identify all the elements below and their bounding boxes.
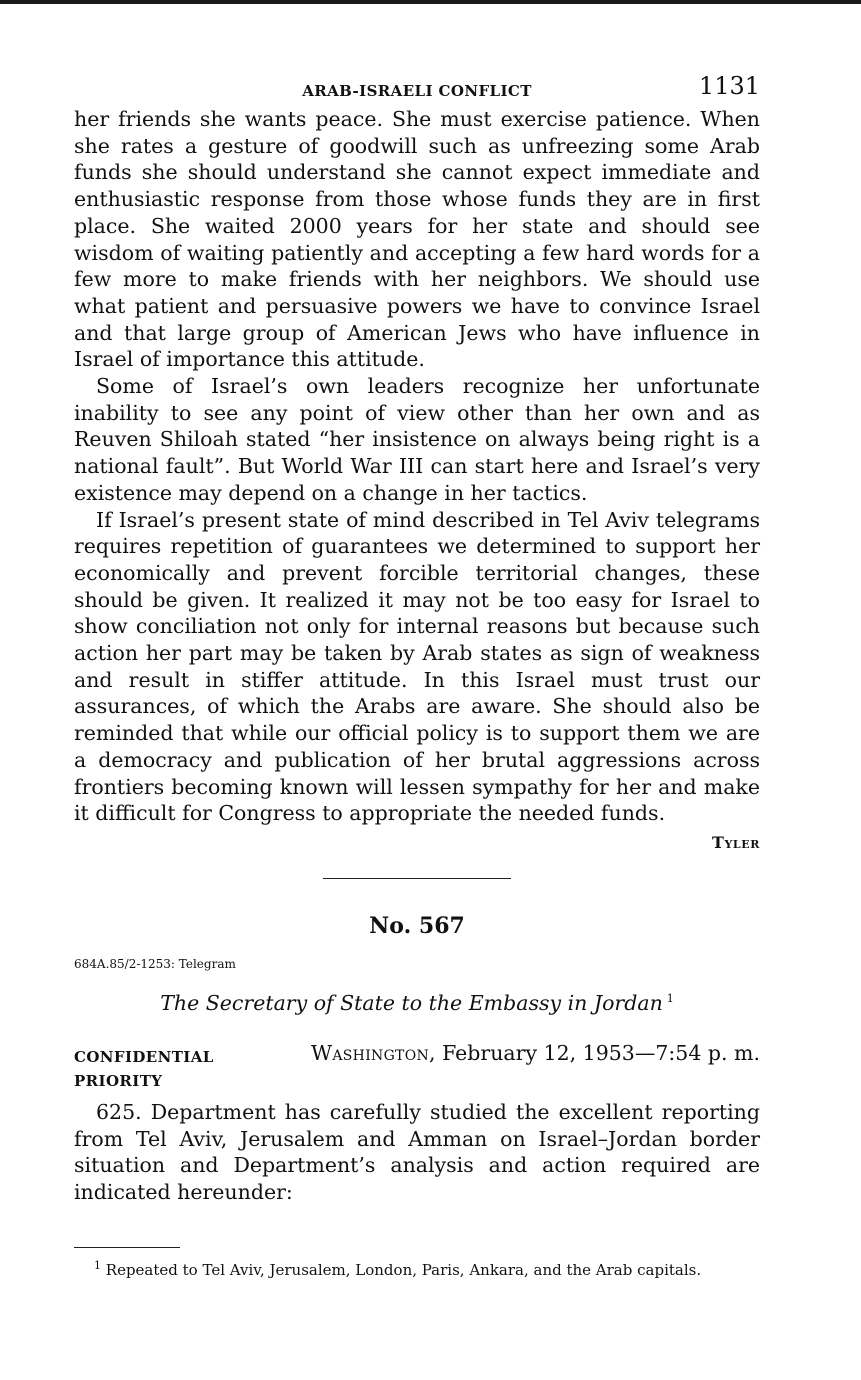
telegram-header bbox=[74, 1041, 760, 1089]
classification-priority: PRIORITY bbox=[74, 1071, 163, 1090]
paragraph: her friends she wants peace. She must exercise patience. When she rates a gesture of goodwill such as unfreezing some Arab funds she should understand she cannot expect immediate and enthusiastic response from those whose funds they are in first place. She waited 2000 years for her state and should see wisdom of waiting patiently and accepting a few hard words for a few more to make friends with her neighbors. We should use what patient and persuasive powers we have to convince Israel and that large group of American Jews who have influence in Israel of importance this attitude. bbox=[74, 107, 760, 372]
document-number: No. 567 bbox=[369, 912, 465, 939]
classification-block bbox=[74, 1045, 214, 1093]
footnote-text: Repeated to Tel Aviv, Jerusalem, London, Paris, Ankara, and the Arab capitals. bbox=[105, 1261, 702, 1279]
page-number: 1131 bbox=[698, 72, 760, 100]
signature bbox=[74, 833, 760, 852]
dateline-place: Washington bbox=[311, 1040, 430, 1065]
page-top-border bbox=[0, 0, 861, 4]
classification-confidential: CONFIDENTIAL bbox=[74, 1047, 214, 1066]
running-head bbox=[74, 70, 760, 106]
running-head-title: ARAB-ISRAELI CONFLICT bbox=[302, 82, 532, 100]
signature-name: Tyler bbox=[711, 832, 760, 852]
dateline bbox=[311, 1041, 760, 1065]
document-title bbox=[74, 991, 760, 1015]
dateline-date: , February 12, 1953—7:54 p. m. bbox=[429, 1040, 760, 1065]
paragraph: If Israel’s present state of mind described in Tel Aviv telegrams requires repetition of guarantees we determined to support her economically and prevent forcible territorial changes, these should be given. It realized it may not be too easy for Israel to show conciliation not only for internal reasons but because such action her part may be taken by Arab states as sign of weakness and result in stiffer attitude. In this Israel must trust our assurances, of which the Arabs are aware. She should also be reminded that while our official policy is to support them we are a democracy and publication of her brutal aggressions across frontiers becoming known will lessen sympathy for her and make it difficult for Congress to appropriate the needed funds. bbox=[74, 507, 760, 826]
document-title-text: The Secretary of State to the Embassy in Jordan bbox=[160, 990, 663, 1015]
file-reference: 684A.85/2-1253: Telegram bbox=[74, 956, 236, 971]
continued-telegram-text bbox=[74, 106, 760, 827]
footnote-marker: 1 bbox=[94, 1259, 101, 1272]
document-page bbox=[74, 70, 760, 1206]
footnote-divider bbox=[74, 1247, 180, 1248]
footnote-reference: 1 bbox=[666, 992, 674, 1006]
section-divider bbox=[323, 878, 511, 879]
footnote bbox=[74, 1259, 760, 1279]
paragraph: 625. Department has carefully studied the excellent reporting from Tel Aviv, Jerusalem and Amman on Israel–Jordan border situation and Department’s analysis and action required are indicated hereunder: bbox=[74, 1099, 760, 1205]
paragraph: Some of Israel’s own leaders recognize her unfortunate inability to see any point of view other than her own and as Reuven Shiloah stated “her insistence on always being right is a national fault”. But World War III can start here and Israel’s very existence may depend on a change in her tactics. bbox=[74, 374, 760, 505]
telegram-body bbox=[74, 1099, 760, 1206]
